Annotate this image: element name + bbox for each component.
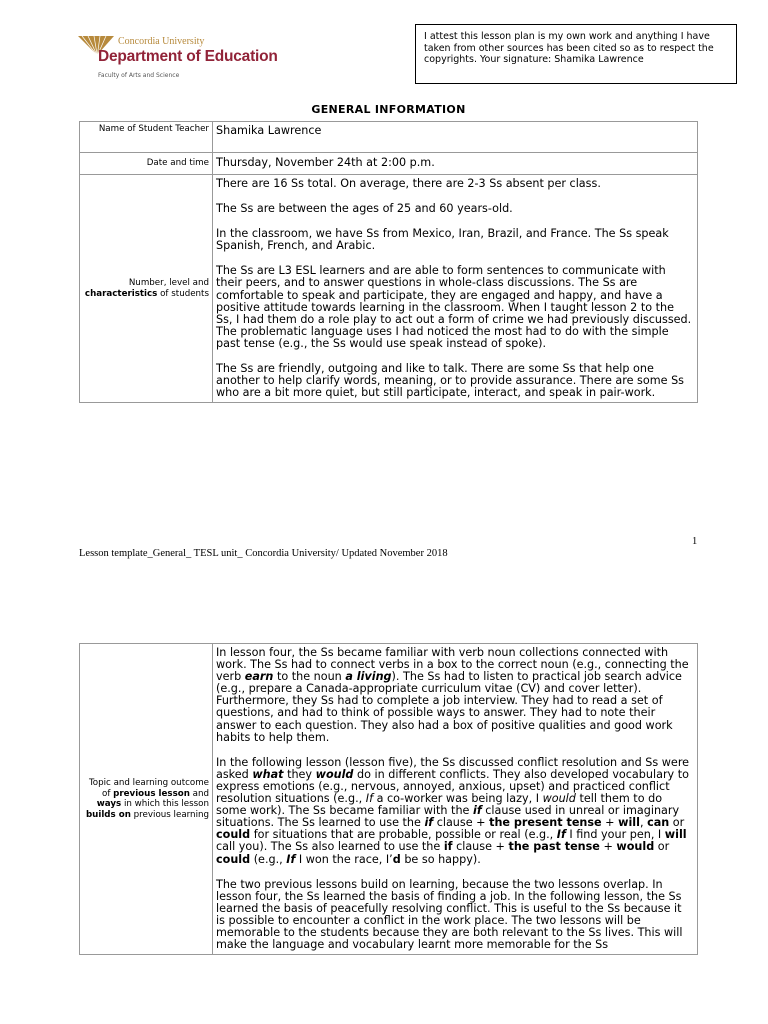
paragraph: There are 16 Ss total. On average, there are 2-3 Ss absent per class.: [216, 177, 601, 190]
paragraph: The two previous lessons build on learning, because the two lessons overlap. In lesson four, the Ss learned the basis of finding a job. In the following lesson, the Ss learned the basis of peacefully resolving conflict. This is useful to the Ss because it is possible to encounter a conflict in the work place. The two lessons will be memorable to the students because they are both relevant to the Ss lives. This will make the language and vocabulary learnt more memorable for the Ss: [216, 877, 683, 952]
paragraph: In the following lesson (lesson five), the Ss discussed conflict resolution and Ss were asked what they would do in different conflicts. They also developed vocabulary to express emotions (e.g., nervous, annoyed, anxious, upset) and practiced conflict resolution situations (e.g., If a co-worker was being lazy, I would tell them to do some work). The Ss became familiar with the if clause used in unreal or imaginary situations. The Ss learned to use the if clause + the present tense + will, can or could for situations that are probable, possible or real (e.g., If I find your pen, I will call you). The Ss also learned to use the if clause + the past tense + would or could (e.g., If I won the race, I’d be so happy).: [216, 755, 690, 866]
paragraph: The Ss are friendly, outgoing and like to talk. There are some Ss that help one another to help clarify words, meaning, or to provide assurance. There are some Ss who are a bit more quiet, but still participate, interact, and speak in pair-work.: [216, 362, 684, 400]
previous-lesson-description: [213, 644, 698, 955]
paragraph: In lesson four, the Ss became familiar with verb noun collections connected with work. The Ss had to connect verbs in a box to the correct noun (e.g., connecting the verb earn to the noun a living). The Ss had to listen to practical job search advice (e.g., prepare a Canada-appropriate curriculum vitae (CV) and cover letter). Furthermore, they Ss had to complete a job interview. They had to read a set of questions, and had to think of possible ways to answer. They had to note their answer to each question. They also had a box of positive qualities and good work habits to help them.: [216, 646, 689, 744]
university-name: Concordia University: [118, 36, 205, 47]
paragraph: In the classroom, we have Ss from Mexico, Iran, Brazil, and France. The Ss speak Spanish, French, and Arabic.: [216, 227, 669, 253]
concordia-logo: [78, 34, 298, 84]
name-label: Name of Student Teacher: [80, 122, 213, 153]
previous-lesson-label: Topic and learning outcome of previous lesson and ways in which this lesson builds on previous learning: [80, 644, 213, 955]
attestation-box: I attest this lesson plan is my own work and anything I have taken from other sources has been cited so as to respect the copyrights. Your signature: Shamika Lawrence: [415, 24, 737, 84]
date-value: Thursday, November 24th at 2:00 p.m.: [213, 153, 698, 175]
name-value: Shamika Lawrence: [213, 122, 698, 153]
date-label: Date and time: [80, 153, 213, 175]
students-description: [213, 175, 698, 403]
department-name: Department of Education: [98, 48, 278, 65]
paragraph: The Ss are between the ages of 25 and 60 years-old.: [216, 202, 513, 216]
table-row: [80, 175, 698, 403]
general-information-table: [79, 121, 698, 403]
paragraph: The Ss are L3 ESL learners and are able to form sentences to communicate with their peers, and to answer questions in whole-class discussions. The Ss are comfortable to speak and participate, they are engaged and happy, and have a positive attitude towards learning in the classroom. When I taught lesson 2 to the Ss, I had them do a role play to act out a form of crime we had previously discussed. The problematic language uses I had noticed the most had to do with the simple past tense (e.g., the Ss would use speak instead of spoke).: [216, 264, 692, 350]
students-label: Number, level and characteristics of students: [80, 175, 213, 403]
faculty-name: Faculty of Arts and Science: [98, 72, 180, 79]
table-row: [80, 644, 698, 955]
section-title: GENERAL INFORMATION: [311, 103, 466, 116]
table-row: [80, 122, 698, 153]
page-number: 1: [692, 536, 698, 547]
previous-lesson-table: [79, 643, 698, 955]
page-footer: Lesson template_General_ TESL unit_ Concordia University/ Updated November 2018: [79, 548, 448, 559]
table-row: [80, 153, 698, 175]
